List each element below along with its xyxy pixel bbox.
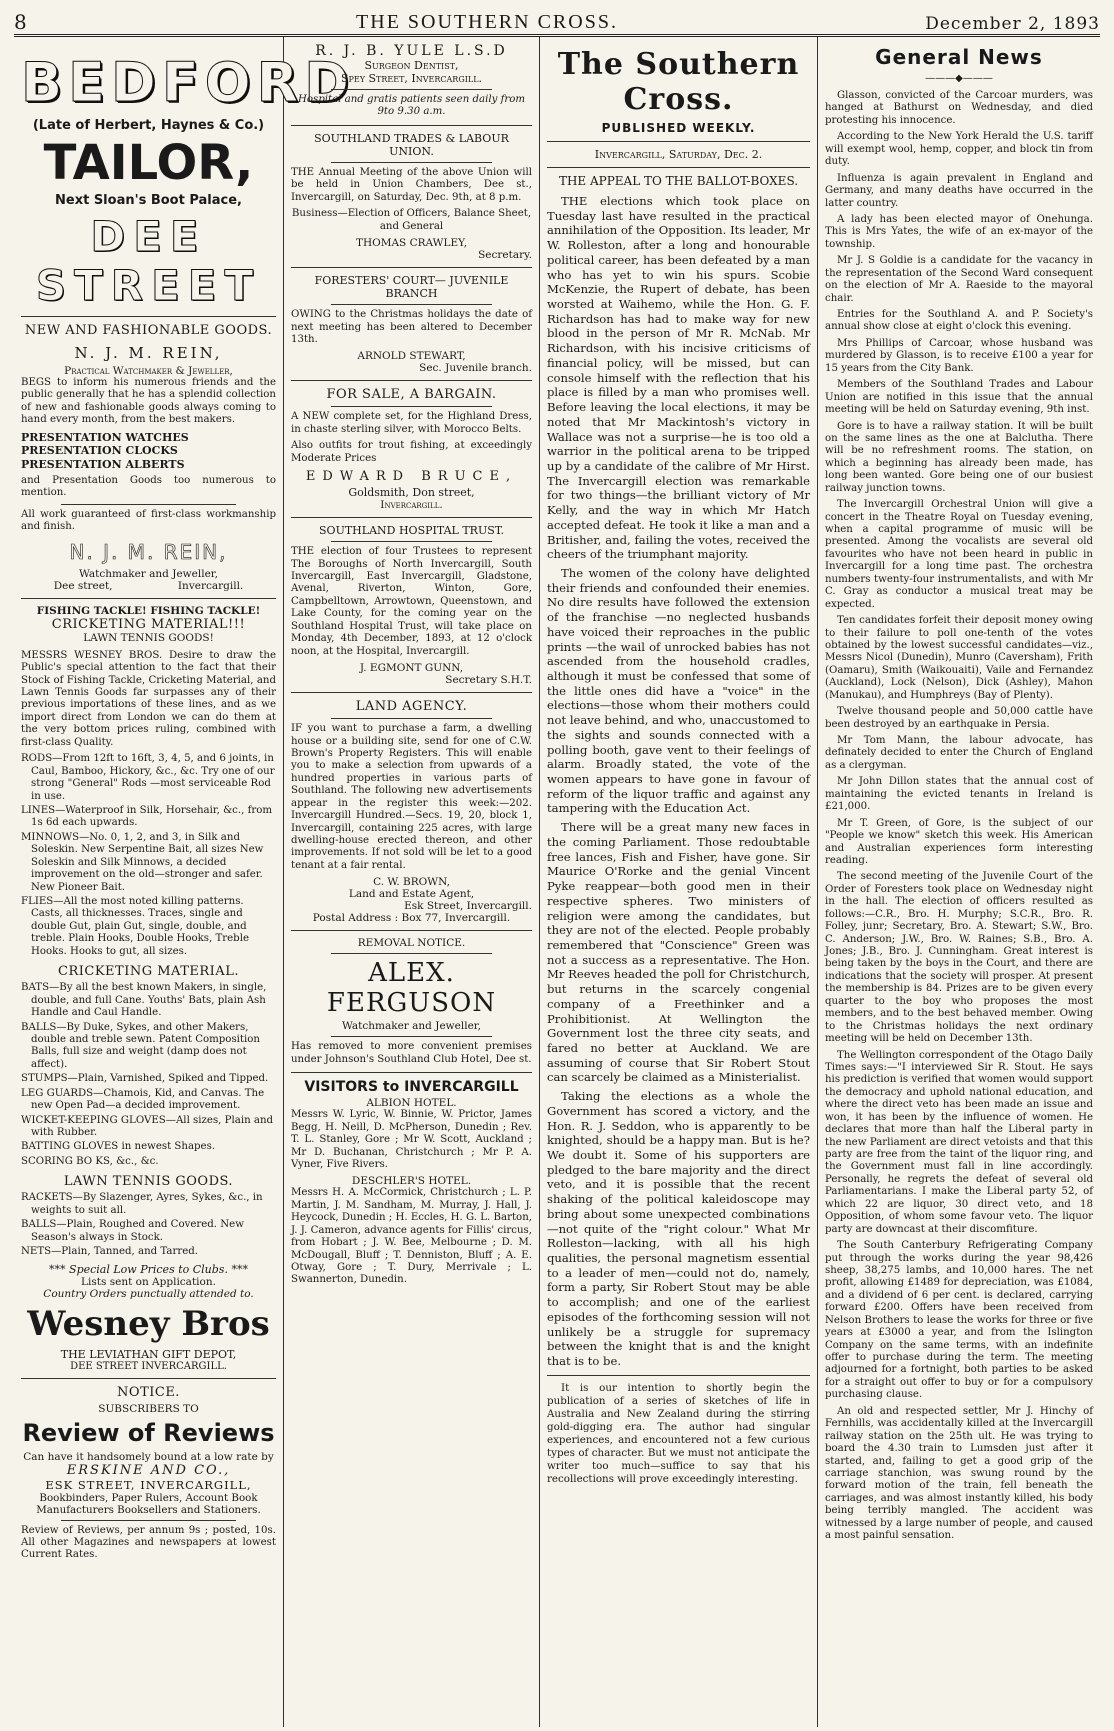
masthead bbox=[14, 8, 1100, 37]
cricket-item: WICKET-KEEPING GLOVES—All sizes, Plain and with Rubber. bbox=[21, 1114, 274, 1139]
divider bbox=[547, 167, 810, 168]
country-orders: Country Orders punctually attended to. bbox=[43, 1287, 254, 1300]
hospital-signature: J. EGMONT GUNN, bbox=[359, 662, 464, 675]
rein-ad bbox=[21, 323, 276, 592]
wesney-logo: Wesney Bros bbox=[27, 1303, 270, 1344]
foresters-p1: OWING to the Christmas holidays the date of next meeting has been altered to December 13th. bbox=[291, 309, 532, 345]
column-3 bbox=[540, 37, 818, 1727]
issue-date: December 2, 1893 bbox=[925, 14, 1100, 34]
news-item: Entries for the Southland A. and P. Society's annual show close at eight o'clock this evening. bbox=[825, 309, 1093, 333]
news-item: Influenza is again prevalent in England and Germany, and many deaths have occurred in the latter country. bbox=[825, 172, 1093, 209]
divider bbox=[331, 718, 492, 719]
hospital-p1: THE election of four Trustees to represent The Boroughs of North Invercargill, South Invercargill, East Invercargill, Gladstone, Avenal, Riverton, Winton, Gore, Campbelltown, Arrowtown, Queenstown, and Lake County, for the coming year on the Southland Hospital Trust, will take place on Monday, 4th December, 1893, at 12 o'clock noon, at the Hospital, Invercargill. bbox=[291, 546, 532, 657]
divider bbox=[61, 1520, 236, 1521]
yule-trade: Surgeon Dentist, bbox=[364, 59, 459, 72]
news-item: Mrs Phillips of Carcoar, whose husband was murdered by Glasson, is to receive £100 a year for 15 years from the City Bank. bbox=[825, 337, 1093, 374]
wesney-h2: CRICKETING MATERIAL!!! bbox=[51, 616, 246, 632]
trades-union-ad bbox=[291, 132, 532, 261]
foresters-heading: FORESTERS' COURT— JUVENILE BRANCH bbox=[314, 274, 509, 301]
cricket-heading: CRICKETING MATERIAL. bbox=[58, 964, 239, 980]
divider bbox=[291, 692, 532, 693]
bedford-name: BEDFORD bbox=[21, 51, 356, 114]
cricket-item: SCORING BO KS, &c., &c. bbox=[21, 1155, 159, 1167]
divider bbox=[331, 953, 492, 954]
bruce-address: Goldsmith, Don street, bbox=[348, 486, 475, 500]
hotel1-guests: Messrs W. Lyric, W. Binnie, W. Prictor, James Begg, H. Neill, D. McPherson, Dunedin ; Rev. T. L. Stanley, Gore ; Mr W. Scott, Auckland ; Mr D. Buchanan, Christchurch ; Mr P. A. Vyner, Five Rivers. bbox=[291, 1109, 532, 1170]
gift-depot: THE LEVIATHAN GIFT DEPOT, bbox=[60, 1347, 237, 1361]
divider bbox=[291, 380, 532, 381]
rein-street: Dee street, bbox=[53, 579, 113, 592]
trades-role: Secretary. bbox=[478, 249, 532, 262]
removal-heading: REMOVAL NOTICE. bbox=[357, 937, 466, 950]
bedford-late: (Late of Herbert, Haynes & Co.) bbox=[32, 118, 265, 133]
divider bbox=[291, 517, 532, 518]
rein-p4: All work guaranteed of first-class workmanship and finish. bbox=[21, 508, 276, 533]
article-paragraph: THE elections which took place on Tuesday last have resulted in the practical annihilation of the Opposition. Its leader, Mr W. Rolleston, after a long and honourable political career, has been defeated by a man who has yet to win his spurs. Scobie McKenzie, the Rupert of debate, has been worsted at Waihemo, while the Hon. G. F. Richardson has had to make way for new blood in the person of Mr R. McNab. Mr Richardson, with his incisive criticisms of financial policy, will be missed, but can console himself with the reflection that his place is filled by a man who promises well. Before leaving the local elections, it may be noted that Mr Mackintosh's victory in Wallace was not a surprise—he is too old a warrior in the political arena to be tripped up by a candidate of the calibre of Mr Hirst. The Invercargill election was remarkable for two things—the brilliant victory of Mr Kelly, and the way in which Mr Hatch accepted defeat. He took it like a man and a Britisher, and, failing the votes, received the cheers of the triumphant majority. bbox=[547, 194, 810, 562]
ferguson-trade: Watchmaker and Jeweller, bbox=[342, 1020, 481, 1033]
divider bbox=[547, 1375, 810, 1376]
paper-title: The Southern Cross. bbox=[557, 47, 800, 117]
special-prices: *** Special Low Prices to Clubs. *** bbox=[49, 1262, 248, 1276]
news-item: The South Canterbury Refrigerating Company put through the works during the year 98,426 sheep, 38,275 lambs, and 10,000 hares. The net profit, allowing £1489 for depreciation, was £1084, and a dividend of 6 per cent. is declared, carrying forward £200. Offers have been received from Nelson Brothers to lease the works for three or five years at £3000 a year, and from the Islington Company on the same terms, with an indefinite offer to purchase during the term. The meeting adjourned for a fortnight, both parties to be asked for a straight out offer to buy or for a compulsory purchasing clause. bbox=[825, 1240, 1093, 1401]
foresters-ad bbox=[291, 274, 532, 374]
land-heading: LAND AGENCY. bbox=[355, 699, 468, 715]
cricket-item: LEG GUARDS—Chamois, Kid, and Canvas. The new Open Pad—a decided improvement. bbox=[21, 1087, 265, 1112]
land-signature: C. W. BROWN, bbox=[373, 876, 450, 889]
wesney-intro: MESSRS WESNEY BROS. Desire to draw the Public's special attention to the fact that their Stock of Fishing Tackle, Cricketing Material, and Lawn Tennis Goods far surpasses any of their previous importations of these lines, and as we import direct from London we can do them at the very bottom prices ruling, combined with first-class Quality. bbox=[21, 649, 276, 748]
sale-p2: Also outfits for trout fishing, at exceedingly Moderate Prices bbox=[291, 440, 532, 464]
hotel2-guests: Messrs H. A. McCormick, Christchurch ; L. P. Martin, J. M. Sandham, M. Murray, J. Hall, J. Heycock, Dunedin ; H. Eccles, H. G. L. Barton, J. J. Cameron, advance agents for Fillis' circus, from Hobart ; J. W. Bee, Melbourne ; D. M. McDougall, Bluff ; T. Denniston, Bluff ; A. E. Otway, Gore ; T. Dury, Merrivale ; L. Swannerton, Dunedin. bbox=[291, 1187, 532, 1286]
bruce-town: Invercargill. bbox=[380, 499, 443, 512]
trades-signature: THOMAS CRAWLEY, bbox=[355, 237, 468, 250]
sale-heading: FOR SALE, A BARGAIN. bbox=[326, 387, 497, 403]
bedford-ad bbox=[21, 51, 356, 310]
divider bbox=[331, 541, 492, 542]
fishing-item: MINNOWS—No. 0, 1, 2, and 3, in Silk and Soleskin. New Serpentine Bait, all sizes New Soleskin and Silk Minnows, a decided improvement on the old—stronger and safer. New Pioneer Bait. bbox=[21, 831, 264, 893]
bedford-street: DEE STREET bbox=[35, 212, 262, 310]
news-item: The Wellington correspondent of the Otago Daily Times says:—"I interviewed Sir R. Stout. He says his prediction is verified that women would support the democracy and uphold national education, and where the direct veto has been made an issue and won, it has been by the influence of women. He declares that more than half the Liberal party in the new Parliament are direct vetoists and that this party are free from the taint of the liquor ring, and the Government must fall in line accordingly. Personally, he regrets the defeat of several old Parliamentarians. I make the Liberal party 52, of which 22 are liquor, 30 direct veto, and 18 Opposition, of whom some favour veto. The liquor party are downcast at their discomfiture. bbox=[825, 1049, 1093, 1235]
divider bbox=[331, 1036, 492, 1037]
rein-p2: PRESENTATION WATCHES PRESENTATION CLOCKS PRESENTATION ALBERTS bbox=[21, 430, 189, 471]
divider bbox=[291, 267, 532, 268]
yule-ad bbox=[291, 43, 532, 119]
land-agency-ad bbox=[291, 699, 532, 924]
notice-p2: Review of Reviews, per annum 9s ; posted, 10s. All other Magazines and newspapers at lowest Current Rates. bbox=[21, 1524, 276, 1561]
divider bbox=[331, 162, 492, 163]
rein-name: N. J. M. REIN, bbox=[74, 344, 223, 362]
divider bbox=[291, 125, 532, 126]
news-item: Mr T. Green, of Gore, is the subject of our "People we know" sketch this week. His American and Australian experiences form interesting reading. bbox=[825, 817, 1093, 866]
rein-p3: and Presentation Goods too numerous to mention. bbox=[21, 474, 276, 499]
article-headline: THE APPEAL TO THE BALLOT-BOXES. bbox=[558, 174, 799, 188]
news-item: Gore is to have a railway station. It will be built on the same lines as the one at Balclutha. There will be no refreshment rooms. The station, on which a beginning has already been made, has long been wanted. Gore being one of our busiest railway junction towns. bbox=[825, 420, 1093, 494]
gift-address: DEE STREET INVERCARGILL. bbox=[70, 1360, 227, 1372]
bruce-name: EDWARD BRUCE, bbox=[305, 469, 518, 485]
cricket-item: BATTING GLOVES in newest Shapes. bbox=[21, 1141, 216, 1153]
land-address: Esk Street, Invercargill. bbox=[404, 900, 532, 913]
page-number: 8 bbox=[14, 10, 28, 34]
ferguson-name: ALEX. FERGUSON bbox=[326, 958, 497, 1019]
news-item: According to the New York Herald the U.S. tariff will exempt wool, hemp, copper, and block tin from duty. bbox=[825, 131, 1093, 168]
erskine-firm: ERSKINE AND CO., bbox=[66, 1462, 231, 1478]
fishing-item: RODS—From 12ft to 16ft, 3, 4, 5, and 6 joints, in Caul, Bamboo, Hickory, &c., &c. Try one of our strong "General" Rods —most serviceable Rod in use. bbox=[21, 753, 275, 802]
wesney-h3: LAWN TENNIS GOODS! bbox=[83, 631, 214, 644]
news-item: Twelve thousand people and 50,000 cattle have been destroyed by an earthquake in Persia. bbox=[825, 706, 1093, 730]
rein-town: Invercargill. bbox=[177, 579, 244, 592]
divider bbox=[21, 316, 276, 317]
news-item: An old and respected settler, Mr J. Hinchy of Fernhills, was accidentally killed at the Invercargill railway station on the 25th ult. He was trying to board the 4.30 train to Lumsden just after it started, and, failing to get a good grip of the carriage stanchion, was swung round by the forward motion of the train, fell beneath the carriages, and was almost instantly killed, his body being terribly mangled. The accident was witnessed by a large number of people, and caused a most painful sensation. bbox=[825, 1405, 1093, 1542]
trades-p1: THE Annual Meeting of the above Union will be held in Union Chambers, Dee st., Invercargill, on Saturday, Dec. 9th, at 8 p.m. bbox=[291, 166, 532, 203]
news-item: Members of the Southland Trades and Labour Union are notified in this issue that the annual meeting will be held on Saturday evening, 9th inst. bbox=[825, 379, 1093, 416]
news-item: The Invercargill Orchestral Union will give a concert in the Theatre Royal on Tuesday evening, when a capital programme of music will be presented. Among the vocalists are several old favourites who have not been heard in public in Invercargill for a long time past. The orchestra numbers twenty-four instrumentalists, and with Mr C. Gray as conductor a musical treat may be expected. bbox=[825, 499, 1093, 610]
hospital-role: Secretary S.H.T. bbox=[445, 674, 532, 687]
wesney-h1: FISHING TACKLE! FISHING TACKLE! bbox=[36, 604, 261, 617]
notice-ad bbox=[21, 1385, 276, 1562]
hotel2-name: DESCHLER'S HOTEL. bbox=[351, 1175, 472, 1188]
cricket-item: BATS—By all the best known Makers, in single, double, and full Cane. Youths' Bats, plain Ash Handle and Caul Handle. bbox=[21, 982, 267, 1019]
column-4 bbox=[818, 37, 1100, 1727]
divider bbox=[547, 141, 810, 142]
rein-p1: BEGS to inform his numerous friends and the public generally that he has a splendid collection of new and fashionable goods always coming to hand every month, from the best makers. bbox=[21, 377, 276, 426]
article-paragraph: The women of the colony have delighted their friends and confounded their enemies. No dire results have followed the extension of the franchise —no neglected husbands have voiced their reproaches in the public prints —the wail of unrocked babies has not ascended from the household cradles, although it must be confessed that some of the little ones did have a "voice" in the elections—those whom their mothers could not leave behind, and who, unaccustomed to the sights and sounds connected with a polling booth, gave vent to their feelings of alarm. Broadly stated, the vote of the women appears to have gone in favour of reform of the liquor traffic and against any tampering with the Education Act. bbox=[547, 565, 810, 816]
divider bbox=[21, 1378, 276, 1379]
erskine-trade: Bookbinders, Paper Rulers, Account Book Manufacturers Booksellers and Stationers. bbox=[36, 1491, 261, 1516]
removal-ad bbox=[291, 937, 532, 1066]
rein-signature: N. J. M. REIN, bbox=[69, 539, 228, 564]
review-title: Review of Reviews bbox=[22, 1418, 275, 1447]
column-1 bbox=[14, 37, 356, 1727]
tennis-heading: LAWN TENNIS GOODS. bbox=[63, 1174, 234, 1190]
divider bbox=[331, 304, 492, 305]
yule-address: Spey Street, Invercargill. bbox=[340, 72, 483, 85]
news-item: Mr John Dillon states that the annual cost of maintaining the evicted tenants in Ireland is £21,000. bbox=[825, 776, 1093, 813]
news-item: Ten candidates forfeit their deposit money owing to their failure to poll one-tenth of the votes obtained by the lowest successful candidates—viz., Messrs Nicol (Dunedin), Munro (Caversham), Frith (Oamaru), Smith (Waikouaiti), Vaile and Fernandez (Auckland), Lock (Nelson), Dick (Ashley), Mahon (Manukau), and Humphreys (Bay of Plenty). bbox=[825, 615, 1093, 701]
rein-trade: Practical Watchmaker & Jeweller, bbox=[64, 365, 233, 377]
notice-heading: NOTICE. bbox=[117, 1384, 180, 1400]
removal-p1: Has removed to more convenient premises under Johnson's Southland Club Hotel, Dee st. bbox=[291, 1041, 532, 1065]
news-item: Glasson, convicted of the Carcoar murders, was hanged at Bathurst on Wednesday, and died protesting his innocence. bbox=[825, 90, 1093, 126]
divider bbox=[331, 406, 492, 407]
divider bbox=[331, 89, 492, 90]
bedford-trade: TAILOR, bbox=[43, 135, 254, 191]
fishing-item: LINES—Waterproof in Silk, Horsehair, &c., from 1s 6d each upwards. bbox=[21, 804, 273, 829]
hotel1-name: ALBION HOTEL. bbox=[366, 1097, 457, 1110]
divider bbox=[21, 598, 276, 599]
rein-address bbox=[21, 580, 276, 592]
divider bbox=[291, 930, 532, 931]
tennis-item: BALLS—Plain, Roughed and Covered. New Season's always in Stock. bbox=[21, 1219, 244, 1243]
wesney-ad bbox=[21, 605, 276, 1372]
hospital-ad bbox=[291, 524, 532, 686]
tennis-item: NETS—Plain, Tanned, and Tarred. bbox=[21, 1246, 199, 1258]
visitors-heading: VISITORS to INVERCARGILL bbox=[304, 1079, 519, 1096]
columns bbox=[14, 37, 1100, 1727]
footer-note: It is our intention to shortly begin the publication of a series of sketches of life in Australia and New Zealand during the stirring gold-digging era. The author had singular experiences, and encountered not a few curious types of character. But we must not anticipate the writer too much—suffice to say that his recollections will prove exceedingly interesting. bbox=[547, 1381, 810, 1486]
general-news-title: General News bbox=[875, 45, 1043, 69]
rein-sig-trade: Watchmaker and Jeweller, bbox=[79, 567, 218, 580]
diamond-ornament-icon: ———◆——— bbox=[925, 73, 993, 84]
trades-heading: SOUTHLAND TRADES & LABOUR UNION. bbox=[314, 131, 509, 158]
bedford-next: Next Sloan's Boot Palace, bbox=[55, 193, 242, 208]
visitors-section bbox=[291, 1079, 532, 1287]
news-item: Mr Tom Mann, the labour advocate, has definately decided to enter the Church of England as a clergyman. bbox=[825, 735, 1093, 771]
lists-note: Lists sent on Application. bbox=[81, 1275, 216, 1288]
news-item: Mr J. S Goldie is a candidate for the vacancy in the representation of the Second Ward consequent on the election of Mr A. Raeside to the mayoral chair. bbox=[825, 255, 1093, 304]
erskine-address: ESK STREET, INVERCARGILL, bbox=[45, 1477, 252, 1492]
news-item: A lady has been elected mayor of Onehunga. This is Mrs Yates, the wife of an ex-mayor of the township. bbox=[825, 213, 1093, 250]
land-postal: Postal Address : Box 77, Invercargill. bbox=[312, 912, 511, 925]
cricket-item: STUMPS—Plain, Varnished, Spiked and Tipped. bbox=[21, 1073, 269, 1085]
hospital-heading: SOUTHLAND HOSPITAL TRUST. bbox=[319, 524, 504, 538]
sale-ad bbox=[291, 387, 532, 511]
ad-heading: NEW AND FASHIONABLE GOODS. bbox=[24, 323, 273, 338]
divider bbox=[291, 1072, 532, 1073]
dateline: Invercargill, Saturday, Dec. 2. bbox=[594, 148, 763, 161]
fishing-item: FLIES—All the most noted killing patterns. Casts, all thicknesses. Traces, single and double Gut, plain Gut, single, double, and treble. Plain Hooks, Double Hooks, Treble Hooks. Hooks to gut, all sizes. bbox=[21, 896, 249, 957]
yule-note: Hospital and gratis patients seen daily from 9to 9.30 a.m. bbox=[297, 94, 526, 118]
published-weekly: PUBLISHED WEEKLY. bbox=[601, 121, 756, 135]
foresters-signature: ARNOLD STEWART, bbox=[357, 350, 466, 363]
foresters-role: Sec. Juvenile branch. bbox=[419, 362, 532, 375]
land-role: Land and Estate Agent, bbox=[348, 888, 475, 901]
land-p1: IF you want to purchase a farm, a dwelling house or a building site, send for one of C.W. Brown's Property Registers. This will enable you to make a selection from upwards of a hundred properties in various parts of Southland. The following new advertisements appear in the register this week:—202. Invercargill Hundred.—Secs. 19, 20, block 1, Invercargill, containing 225 acres, with large dwelling-house erected thereon, and other improvements. If not sold will be let to a good tenant at a fair rental. bbox=[291, 723, 532, 871]
tennis-item: RACKETS—By Slazenger, Ayres, Sykes, &c., in weights to suit all. bbox=[21, 1192, 263, 1216]
article-paragraph: There will be a great many new faces in the coming Parliament. Those redoubtable free lances, Fish and Fisher, have gone. Sir Maurice O'Rorke and the genial Vincent Pyke reappear—both good men in their respective spheres. Two ministers of religion were among the candidates, but they are not of the elected. People probably remembered that "Conscience" Green was not a success as a representative. The Hon. Mr Reeves headed the poll for Christchurch, but returns in the scarcely congenial company of a Freethinker and a Prohibitionist. At Wellington the Government lost the three city seats, and fared no better at Auckland. We are assuming of course that Sir Robert Stout can scarcely be claimed as a Ministerialist. bbox=[547, 820, 810, 1085]
article-paragraph: Taking the elections as a whole the Government has scored a victory, and the Hon. R. J. Seddon, who is apparently to be knighted, should be a happy man. But is he? We doubt it. Some of his supporters are pledged to the bare majority and the direct veto, and it is possible that the recent shaking of the political kaleidoscope may bring about some unexpected combinations—not quite of the "right colour." What Mr Rolleston—lacking, with all his high qualities, the personal magnetism essential to a leader of men—could not do, namely, form a party, Sir Robert Stout may be able to accomplish; and one of the earliest episodes of the forthcoming session will not unlikely be a struggle for supremacy between the knight that is and the knight that is to be. bbox=[547, 1089, 810, 1369]
newspaper-name: THE SOUTHERN CROSS. bbox=[356, 11, 618, 33]
news-item: The second meeting of the Juvenile Court of the Order of Foresters took place on Wednesday night in the hall. The election of officers resulted as follows:—C.R., Bro. H. Murphy; S.C.R., Bro. R. Folley, junr; Secretary, Bro. A. Stewart; S.W., Bro. C. Anderson; J.W., Bro. W. Raines; S.B., Bro. A. Jones; J.B., Bro. J. Cunningham. Great interest is being taken by the boys in the Court, and there are indications that the society will prosper. At present the membership is 84. Prizes are to be given every quarter to the boy who proposes the most members, and to the best behaved member. Owing to the Christmas holidays the next ordinary meeting will be held on December 13th. bbox=[825, 871, 1093, 1045]
notice-sub: SUBSCRIBERS TO bbox=[98, 1402, 199, 1415]
notice-p1: Can have it handsomely bound at a low rate by bbox=[23, 1450, 274, 1463]
cricket-item: BALLS—By Duke, Sykes, and other Makers, double and treble sewn. Patent Composition Balls, full size and weight (damp does not affect). bbox=[21, 1021, 260, 1070]
divider bbox=[61, 504, 236, 505]
column-2 bbox=[284, 37, 540, 1727]
sale-p1: A NEW complete set, for the Highland Dress, in chaste sterling silver, with Morocco Belts. bbox=[291, 411, 532, 435]
yule-name: R. J. B. YULE L.S.D bbox=[315, 43, 508, 59]
trades-p2: Business—Election of Officers, Balance Sheet, and General bbox=[291, 208, 532, 232]
